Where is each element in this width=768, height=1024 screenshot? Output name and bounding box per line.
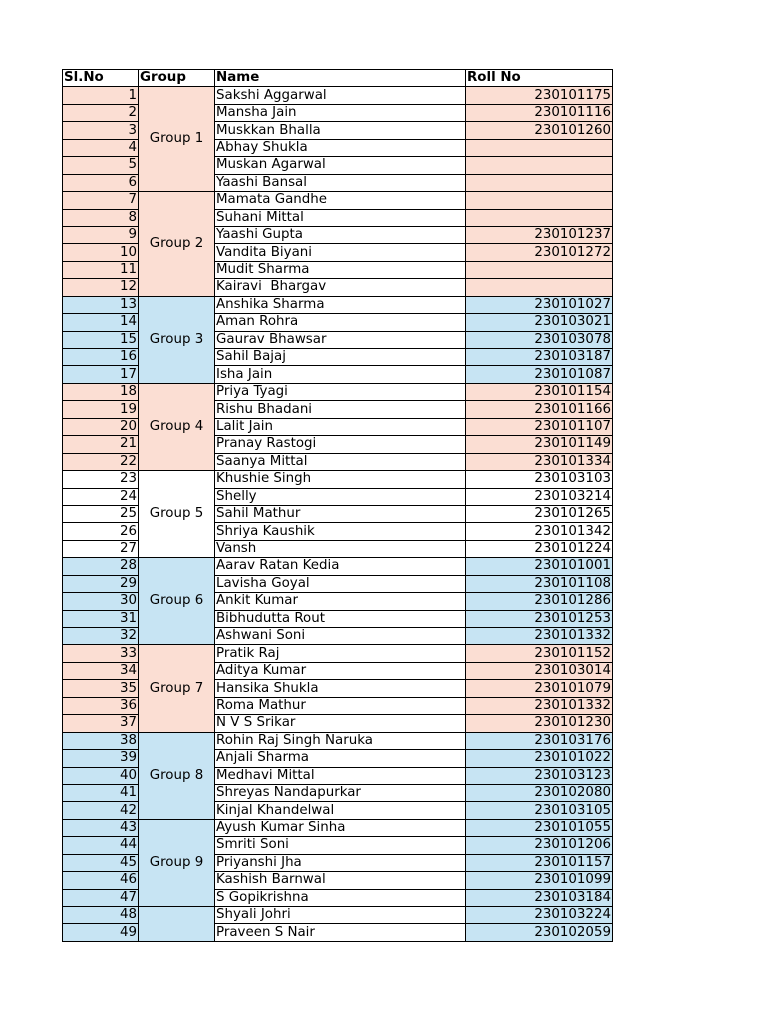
sl-no-cell[interactable]: 30 [63, 593, 139, 610]
sl-no-cell[interactable]: 8 [63, 209, 139, 226]
name-cell[interactable]: Mansha Jain [215, 104, 466, 121]
name-cell[interactable]: Vansh [215, 540, 466, 557]
roll-no-cell[interactable]: 230101272 [466, 244, 613, 261]
name-cell[interactable]: Yaashi Bansal [215, 174, 466, 191]
sl-no-cell[interactable]: 1 [63, 87, 139, 104]
header-row [63, 70, 613, 87]
sl-no-cell[interactable]: 25 [63, 505, 139, 522]
name-cell[interactable]: Lavisha Goyal [215, 575, 466, 592]
sl-no-cell[interactable]: 13 [63, 296, 139, 313]
sl-no-cell[interactable]: 24 [63, 488, 139, 505]
group-roster-table [62, 69, 613, 942]
sl-no-cell[interactable]: 4 [63, 139, 139, 156]
header-sl-no[interactable]: Sl.No [63, 70, 139, 87]
name-cell[interactable]: Pratik Raj [215, 645, 466, 662]
roll-no-cell[interactable]: 230101206 [466, 837, 613, 854]
sl-no-cell[interactable]: 19 [63, 401, 139, 418]
roll-no-cell[interactable]: 230101001 [466, 558, 613, 575]
roll-no-cell[interactable] [466, 279, 613, 296]
roll-no-cell[interactable]: 230101154 [466, 383, 613, 400]
name-cell[interactable]: Aditya Kumar [215, 662, 466, 679]
name-cell[interactable]: N V S Srikar [215, 715, 466, 732]
name-cell[interactable]: Shyali Johri [215, 907, 466, 924]
sl-no-cell[interactable]: 9 [63, 226, 139, 243]
name-cell[interactable]: Lalit Jain [215, 418, 466, 435]
table-row [63, 471, 613, 488]
table-row [63, 907, 613, 924]
name-cell[interactable]: Kairavi Bhargav [215, 279, 466, 296]
roll-no-cell[interactable]: 230101175 [466, 87, 613, 104]
name-cell[interactable]: Priyanshi Jha [215, 854, 466, 871]
name-cell[interactable]: Shriya Kaushik [215, 523, 466, 540]
roll-no-cell[interactable]: 230101342 [466, 523, 613, 540]
roll-no-cell[interactable]: 230101260 [466, 122, 613, 139]
roll-no-cell[interactable]: 230101332 [466, 697, 613, 714]
sl-no-cell[interactable]: 12 [63, 279, 139, 296]
table-row [63, 645, 613, 662]
group-cell[interactable] [139, 907, 215, 942]
sl-no-cell[interactable]: 5 [63, 157, 139, 174]
sl-no-cell[interactable]: 6 [63, 174, 139, 191]
sl-no-cell[interactable]: 27 [63, 540, 139, 557]
name-cell[interactable]: Ashwani Soni [215, 628, 466, 645]
sl-no-cell[interactable]: 28 [63, 558, 139, 575]
group-cell[interactable]: Group 8 [139, 732, 215, 819]
sl-no-cell[interactable]: 49 [63, 924, 139, 941]
name-cell[interactable]: Praveen S Nair [215, 924, 466, 941]
roll-no-cell[interactable]: 230101108 [466, 575, 613, 592]
roll-no-cell[interactable]: 230101087 [466, 366, 613, 383]
roll-no-cell[interactable] [466, 192, 613, 209]
roll-no-cell[interactable]: 230101166 [466, 401, 613, 418]
sl-no-cell[interactable]: 46 [63, 872, 139, 889]
sl-no-cell[interactable]: 47 [63, 889, 139, 906]
sl-no-cell[interactable]: 23 [63, 471, 139, 488]
sl-no-cell[interactable]: 40 [63, 767, 139, 784]
name-cell[interactable]: Pranay Rastogi [215, 436, 466, 453]
name-cell[interactable]: Rishu Bhadani [215, 401, 466, 418]
roll-no-cell[interactable]: 230101334 [466, 453, 613, 470]
name-cell[interactable]: Muskkan Bhalla [215, 122, 466, 139]
table-row [63, 732, 613, 749]
group-cell[interactable]: Group 3 [139, 296, 215, 383]
roll-no-cell[interactable]: 230102059 [466, 924, 613, 941]
sl-no-cell[interactable]: 33 [63, 645, 139, 662]
roll-no-cell[interactable]: 230103214 [466, 488, 613, 505]
sl-no-cell[interactable]: 34 [63, 662, 139, 679]
sl-no-cell[interactable]: 14 [63, 314, 139, 331]
name-cell[interactable]: Gaurav Bhawsar [215, 331, 466, 348]
name-cell[interactable]: Smriti Soni [215, 837, 466, 854]
name-cell[interactable]: Sakshi Aggarwal [215, 87, 466, 104]
sl-no-cell[interactable]: 26 [63, 523, 139, 540]
name-cell[interactable]: Rohin Raj Singh Naruka [215, 732, 466, 749]
roll-no-cell[interactable]: 230101149 [466, 436, 613, 453]
table-row [63, 87, 613, 104]
name-cell[interactable]: Yaashi Gupta [215, 226, 466, 243]
name-cell[interactable]: Sahil Bajaj [215, 349, 466, 366]
sl-no-cell[interactable]: 15 [63, 331, 139, 348]
roll-no-cell[interactable]: 230101224 [466, 540, 613, 557]
roll-no-cell[interactable] [466, 139, 613, 156]
sl-no-cell[interactable]: 42 [63, 802, 139, 819]
name-cell[interactable]: Saanya Mittal [215, 453, 466, 470]
table-row [63, 192, 613, 209]
sl-no-cell[interactable]: 39 [63, 750, 139, 767]
name-cell[interactable]: Anshika Sharma [215, 296, 466, 313]
sl-no-cell[interactable]: 32 [63, 628, 139, 645]
roll-no-cell[interactable]: 230101116 [466, 104, 613, 121]
roll-no-cell[interactable]: 230103187 [466, 349, 613, 366]
sl-no-cell[interactable]: 48 [63, 907, 139, 924]
roll-no-cell[interactable]: 230103123 [466, 767, 613, 784]
name-cell[interactable]: Suhani Mittal [215, 209, 466, 226]
sl-no-cell[interactable]: 41 [63, 784, 139, 801]
group-cell[interactable]: Group 6 [139, 558, 215, 645]
sl-no-cell[interactable]: 3 [63, 122, 139, 139]
name-cell[interactable]: Vandita Biyani [215, 244, 466, 261]
roll-no-cell[interactable]: 230103021 [466, 314, 613, 331]
name-cell[interactable]: Kashish Barnwal [215, 872, 466, 889]
roll-no-cell[interactable]: 230101286 [466, 593, 613, 610]
name-cell[interactable]: Isha Jain [215, 366, 466, 383]
roll-no-cell[interactable]: 230101230 [466, 715, 613, 732]
group-cell[interactable]: Group 4 [139, 383, 215, 470]
roll-no-cell[interactable] [466, 174, 613, 191]
table-row [63, 819, 613, 836]
sl-no-cell[interactable]: 7 [63, 192, 139, 209]
name-cell[interactable]: S Gopikrishna [215, 889, 466, 906]
name-cell[interactable]: Medhavi Mittal [215, 767, 466, 784]
roll-no-cell[interactable]: 230103014 [466, 662, 613, 679]
roll-no-cell[interactable]: 230103103 [466, 471, 613, 488]
roll-no-cell[interactable]: 230103105 [466, 802, 613, 819]
name-cell[interactable]: Aman Rohra [215, 314, 466, 331]
roll-no-cell[interactable]: 230103184 [466, 889, 613, 906]
name-cell[interactable]: Aarav Ratan Kedia [215, 558, 466, 575]
group-cell[interactable]: Group 9 [139, 819, 215, 906]
header-roll-no[interactable]: Roll No [466, 70, 613, 87]
group-cell[interactable]: Group 1 [139, 87, 215, 192]
roll-no-cell[interactable]: 230101079 [466, 680, 613, 697]
name-cell[interactable]: Muskan Agarwal [215, 157, 466, 174]
sl-no-cell[interactable]: 11 [63, 261, 139, 278]
sl-no-cell[interactable]: 29 [63, 575, 139, 592]
table-row [63, 558, 613, 575]
sl-no-cell[interactable]: 35 [63, 680, 139, 697]
sl-no-cell[interactable]: 44 [63, 837, 139, 854]
roll-no-cell[interactable]: 230101157 [466, 854, 613, 871]
roll-no-cell[interactable]: 230101265 [466, 505, 613, 522]
sl-no-cell[interactable]: 2 [63, 104, 139, 121]
roll-no-cell[interactable]: 230102080 [466, 784, 613, 801]
name-cell[interactable]: Priya Tyagi [215, 383, 466, 400]
name-cell[interactable]: Hansika Shukla [215, 680, 466, 697]
sl-no-cell[interactable]: 17 [63, 366, 139, 383]
roll-no-cell[interactable]: 230101237 [466, 226, 613, 243]
header-group[interactable]: Group [139, 70, 215, 87]
roll-no-cell[interactable]: 230101253 [466, 610, 613, 627]
name-cell[interactable]: Anjali Sharma [215, 750, 466, 767]
roll-no-cell[interactable]: 230101099 [466, 872, 613, 889]
roll-no-cell[interactable]: 230101107 [466, 418, 613, 435]
table-row [63, 383, 613, 400]
roll-no-cell[interactable]: 230101152 [466, 645, 613, 662]
group-cell[interactable]: Group 2 [139, 192, 215, 297]
roster-body [63, 87, 613, 941]
name-cell[interactable]: Sahil Mathur [215, 505, 466, 522]
roll-no-cell[interactable]: 230101022 [466, 750, 613, 767]
name-cell[interactable]: Bibhudutta Rout [215, 610, 466, 627]
roll-no-cell[interactable] [466, 209, 613, 226]
sl-no-cell[interactable]: 31 [63, 610, 139, 627]
name-cell[interactable]: Roma Mathur [215, 697, 466, 714]
roll-no-cell[interactable] [466, 261, 613, 278]
sl-no-cell[interactable]: 36 [63, 697, 139, 714]
sl-no-cell[interactable]: 37 [63, 715, 139, 732]
roll-no-cell[interactable]: 230103224 [466, 907, 613, 924]
sl-no-cell[interactable]: 43 [63, 819, 139, 836]
roll-no-cell[interactable]: 230101055 [466, 819, 613, 836]
roll-no-cell[interactable]: 230101332 [466, 628, 613, 645]
name-cell[interactable]: Ankit Kumar [215, 593, 466, 610]
roll-no-cell[interactable]: 230103078 [466, 331, 613, 348]
name-cell[interactable]: Kinjal Khandelwal [215, 802, 466, 819]
roll-no-cell[interactable]: 230103176 [466, 732, 613, 749]
name-cell[interactable]: Shelly [215, 488, 466, 505]
group-cell[interactable]: Group 7 [139, 645, 215, 732]
name-cell[interactable]: Shreyas Nandapurkar [215, 784, 466, 801]
table-row [63, 296, 613, 313]
sl-no-cell[interactable]: 18 [63, 383, 139, 400]
name-cell[interactable]: Ayush Kumar Sinha [215, 819, 466, 836]
group-cell[interactable]: Group 5 [139, 471, 215, 558]
sl-no-cell[interactable]: 10 [63, 244, 139, 261]
sl-no-cell[interactable]: 21 [63, 436, 139, 453]
sl-no-cell[interactable]: 20 [63, 418, 139, 435]
roll-no-cell[interactable] [466, 157, 613, 174]
name-cell[interactable]: Mamata Gandhe [215, 192, 466, 209]
sl-no-cell[interactable]: 45 [63, 854, 139, 871]
name-cell[interactable]: Khushie Singh [215, 471, 466, 488]
sl-no-cell[interactable]: 16 [63, 349, 139, 366]
sl-no-cell[interactable]: 22 [63, 453, 139, 470]
header-name[interactable]: Name [215, 70, 466, 87]
sl-no-cell[interactable]: 38 [63, 732, 139, 749]
name-cell[interactable]: Abhay Shukla [215, 139, 466, 156]
roll-no-cell[interactable]: 230101027 [466, 296, 613, 313]
name-cell[interactable]: Mudit Sharma [215, 261, 466, 278]
